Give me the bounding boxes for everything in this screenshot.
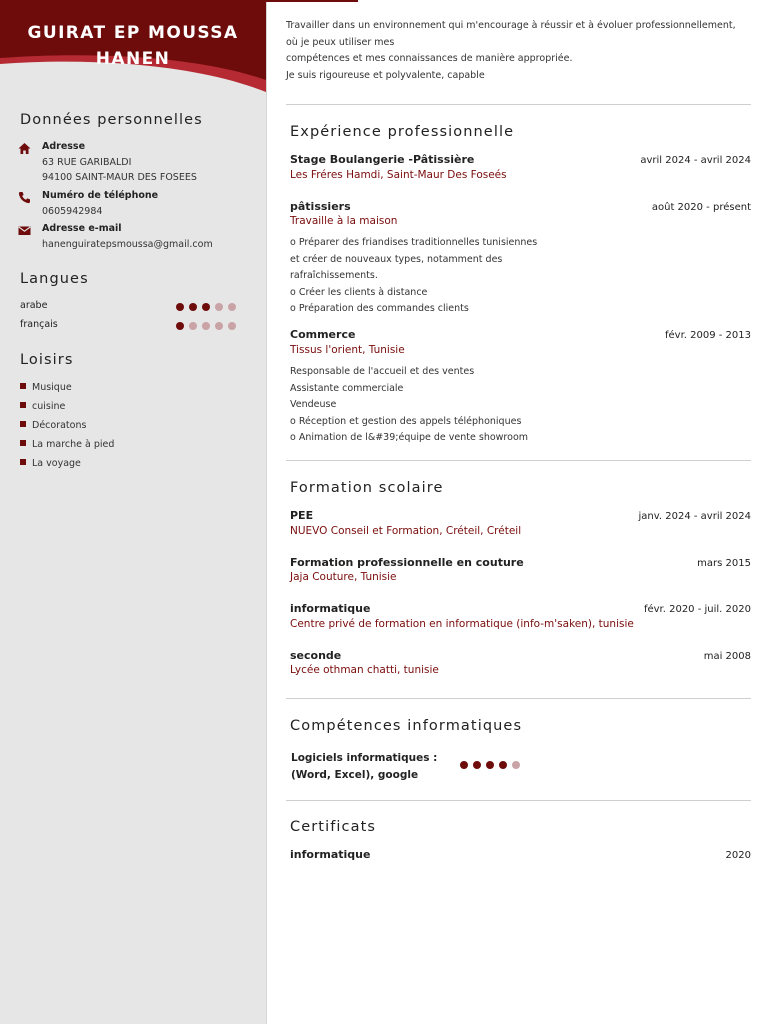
- skill-label-line: (Word, Excel), google: [291, 768, 419, 781]
- hobby-label: cuisine: [32, 401, 66, 412]
- description-line: et créer de nouveaux types, notamment des: [290, 253, 503, 265]
- language-name: français: [20, 319, 58, 330]
- bullet-icon: [20, 402, 26, 408]
- description-line: o Créer les clients à distance: [290, 286, 428, 298]
- bullet-icon: [20, 421, 26, 427]
- bullet-icon: [20, 383, 26, 389]
- section-divider: [286, 800, 751, 801]
- certificates-section-title: Certificats: [290, 819, 377, 835]
- phone-icon: [18, 191, 31, 204]
- email-label: Adresse e-mail: [42, 223, 122, 234]
- description-line: rafraîchissements.: [290, 270, 378, 281]
- description-line: Assistante commerciale: [290, 382, 404, 394]
- sidebar: [0, 0, 266, 1024]
- hobby-item: [20, 401, 65, 412]
- section-divider: [286, 460, 751, 461]
- level-dot-filled: [486, 761, 494, 769]
- sidebar-edge: [266, 0, 267, 1024]
- hobby-item: [20, 420, 86, 431]
- mail-icon: [18, 224, 31, 237]
- experience-org: Les Fréres Hamdi, Saint-Maur Des Foseés: [290, 169, 507, 181]
- level-dot-empty: [202, 322, 210, 330]
- experience-section-title: Expérience professionnelle: [290, 124, 515, 140]
- education-title: seconde: [290, 649, 342, 662]
- candidate-name: [0, 20, 266, 72]
- experience-description: [290, 364, 528, 447]
- skill-level: [460, 761, 525, 780]
- experience-date: août 2020 - présent: [651, 202, 751, 213]
- education-org: Centre privé de formation en informatique (info-m'saken), tunisie: [290, 618, 634, 630]
- section-divider: [286, 104, 751, 105]
- level-dot-empty: [189, 322, 197, 330]
- education-date: mars 2015: [697, 558, 751, 569]
- level-dot-filled: [202, 303, 210, 311]
- description-line: o Préparation des commandes clients: [290, 303, 469, 314]
- experience-date: avril 2024 - avril 2024: [640, 155, 751, 166]
- summary-line: compétences et mes connaissances de manière appropriée.: [286, 53, 573, 64]
- education-date: févr. 2020 - juil. 2020: [643, 604, 751, 615]
- personal-section-title: Données personnelles: [20, 112, 203, 128]
- description-line: o Animation de l&#39;équipe de vente showroom: [290, 432, 529, 443]
- experience-title: Stage Boulangerie -Pâtissière: [290, 153, 475, 166]
- name-line-1: GUIRAT EP MOUSSA: [27, 23, 239, 43]
- languages-section-title: Langues: [20, 271, 89, 287]
- top-accent-line: [266, 0, 358, 2]
- level-dot-filled: [499, 761, 507, 769]
- bullet-icon: [20, 459, 26, 465]
- skills-section-title: Compétences informatiques: [290, 718, 523, 734]
- bullet-icon: [20, 440, 26, 446]
- description-line: Responsable de l'accueil et des ventes: [290, 366, 475, 377]
- experience-title: Commerce: [290, 328, 356, 341]
- education-section-title: Formation scolaire: [290, 480, 444, 496]
- level-dot-empty: [228, 322, 236, 330]
- name-header: [0, 0, 266, 92]
- experience-description: [290, 235, 537, 318]
- hobby-item: [20, 458, 81, 469]
- hobby-item: [20, 439, 114, 450]
- level-dot-empty: [215, 303, 223, 311]
- education-title: Formation professionnelle en couture: [290, 556, 524, 569]
- name-line-2: HANEN: [95, 49, 171, 69]
- level-dot-empty: [512, 761, 520, 769]
- hobby-item: [20, 382, 72, 393]
- education-title: PEE: [290, 509, 314, 522]
- education-org: Jaja Couture, Tunisie: [290, 571, 397, 583]
- skill-label: [291, 750, 437, 783]
- profile-summary: [286, 18, 751, 84]
- experience-date: févr. 2009 - 2013: [664, 330, 751, 341]
- education-org: Lycée othman chatti, tunisie: [290, 664, 439, 676]
- hobby-label: Musique: [32, 382, 72, 393]
- phone-label: Numéro de téléphone: [42, 190, 159, 201]
- skill-label-line: Logiciels informatiques :: [291, 752, 438, 764]
- level-dot-filled: [473, 761, 481, 769]
- description-line: o Réception et gestion des appels téléphoniques: [290, 415, 522, 427]
- language-row: [20, 300, 244, 314]
- experience-org: Travaille à la maison: [290, 215, 398, 227]
- level-dot-filled: [460, 761, 468, 769]
- education-date: mai 2008: [703, 651, 751, 662]
- experience-title: pâtissiers: [290, 200, 351, 213]
- address-label: Adresse: [42, 141, 86, 152]
- summary-line: Je suis rigoureuse et polyvalente, capable: [286, 69, 485, 81]
- summary-line: Travailler dans un environnement qui m'encourage à réussir et à évoluer professionnellement,: [286, 20, 736, 31]
- hobby-label: La voyage: [32, 458, 81, 469]
- address-line-2: 94100 SAINT-MAUR DES FOSEES: [42, 172, 197, 183]
- language-level: [176, 303, 241, 311]
- hobby-label: Décoratons: [32, 420, 87, 431]
- level-dot-filled: [176, 303, 184, 311]
- certificate-date: 2020: [725, 850, 751, 861]
- description-line: Vendeuse: [290, 399, 337, 410]
- level-dot-filled: [189, 303, 197, 311]
- education-title: informatique: [290, 602, 371, 615]
- summary-line: où je peux utiliser mes: [286, 36, 395, 48]
- address-line-1: 63 RUE GARIBALDI: [42, 157, 132, 168]
- level-dot-empty: [215, 322, 223, 330]
- certificate-title: informatique: [290, 848, 371, 861]
- level-dot-empty: [228, 303, 236, 311]
- education-date: janv. 2024 - avril 2024: [638, 511, 751, 522]
- description-line: o Préparer des friandises traditionnelles tunisiennes: [290, 237, 538, 248]
- home-icon: [18, 142, 31, 155]
- experience-org: Tissus l'orient, Tunisie: [290, 344, 405, 356]
- language-level: [176, 322, 241, 330]
- language-row: [20, 319, 244, 333]
- section-divider: [286, 698, 751, 699]
- language-name: arabe: [20, 300, 48, 311]
- education-org: NUEVO Conseil et Formation, Créteil, Créteil: [290, 525, 522, 537]
- level-dot-filled: [176, 322, 184, 330]
- email-value[interactable]: hanenguiratepsmoussa@gmail.com: [42, 239, 213, 250]
- hobbies-section-title: Loisirs: [20, 352, 74, 368]
- phone-value: 0605942984: [42, 206, 103, 217]
- hobby-label: La marche à pied: [32, 439, 115, 450]
